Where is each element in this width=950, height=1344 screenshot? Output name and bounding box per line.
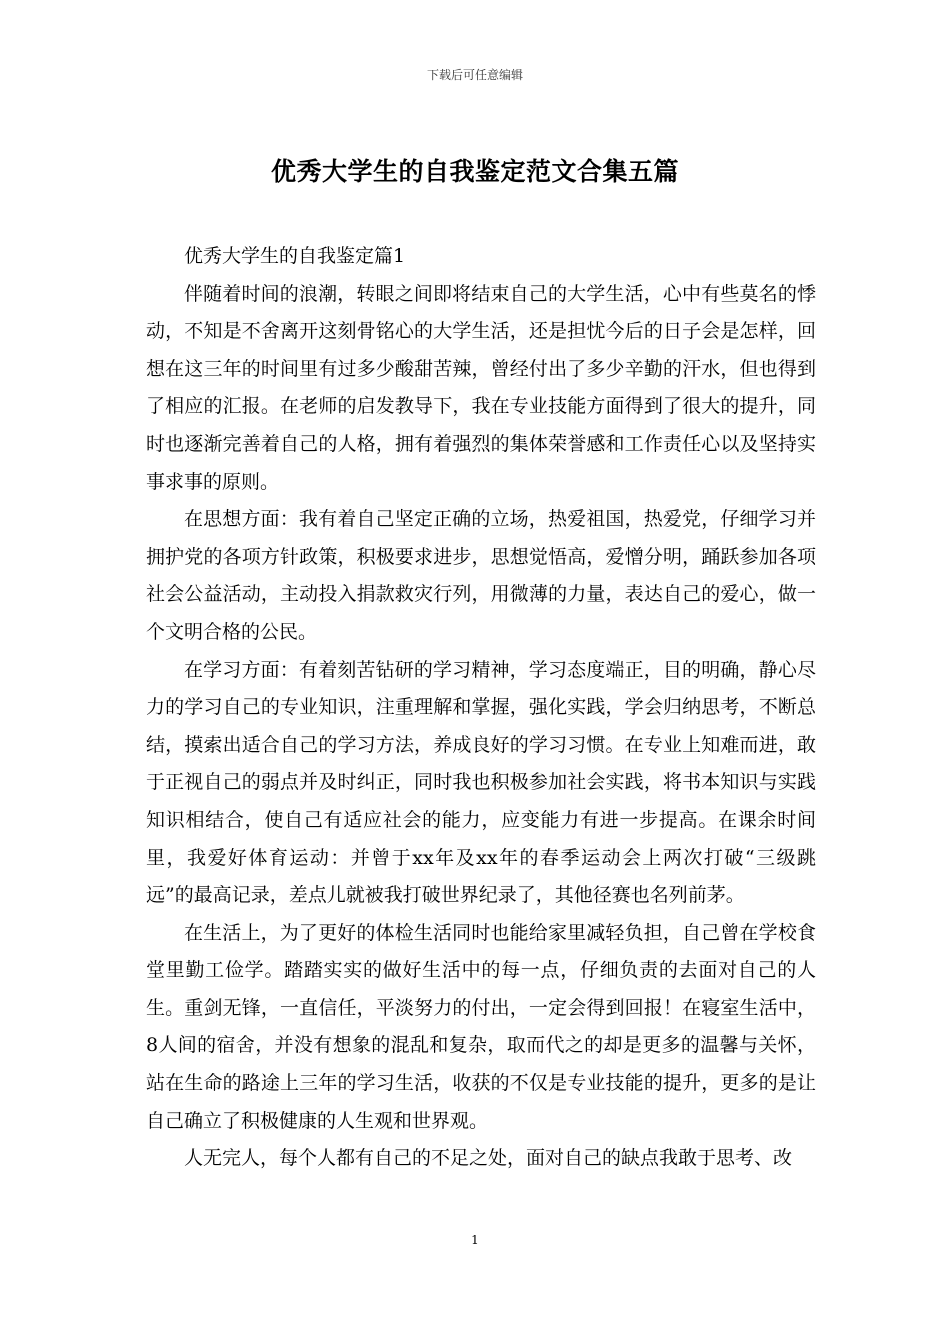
paragraph: 在思想方面：我有着自己坚定正确的立场，热爱祖国，热爱党，仔细学习并拥护党的各项方针政策，积极要求进步，思想觉悟高，爱憎分明，踊跃参加各项社会公益活动，主动投入捐款救灾行列，用微薄的力量，表达自己的爱心，做一个文明合格的公民。 (146, 508, 816, 643)
page-number: 1 (471, 1233, 479, 1247)
document-title: 优秀大学生的自我鉴定范文合集五篇 (270, 157, 679, 186)
document-body (146, 238, 816, 1178)
page-header-note: 下载后可任意编辑 (426, 68, 523, 82)
paragraph: 伴随着时间的浪潮，转眼之间即将结束自己的大学生活，心中有些莫名的悸动，不知是不舍离开这刻骨铭心的大学生活，还是担忧今后的日子会是怎样，回想在这三年的时间里有过多少酸甜苦辣，曾经付出了多少辛勤的汗水，但也得到了相应的汇报。在老师的启发教导下，我在专业技能方面得到了很大的提升，同时也逐渐完善着自己的人格，拥有着强烈的集体荣誉感和工作责任心以及坚持实事求事的原则。 (146, 282, 816, 493)
paragraph: 在生活上，为了更好的体检生活同时也能给家里减轻负担，自己曾在学校食堂里勤工俭学。踏踏实实的做好生活中的每一点，仔细负责的去面对自己的人生。重剑无锋，一直信任，平淡努力的付出，一定会得到回报！在寝室生活中，8人间的宿舍，并没有想象的混乱和复杂，取而代之的却是更多的温馨与关怀，站在生命的路途上三年的学习生活，收获的不仅是专业技能的提升，更多的是让自己确立了积极健康的人生观和世界观。 (146, 921, 816, 1132)
paragraph: 人无完人，每个人都有自己的不足之处，面对自己的缺点我敢于思考、改 (184, 1147, 793, 1170)
paragraph: 在学习方面：有着刻苦钻研的学习精神，学习态度端正，目的明确，静心尽力的学习自己的专业知识，注重理解和掌握，强化实践，学会归纳思考，不断总结，摸索出适合自己的学习方法，养成良好的学习习惯。在专业上知难而进，敢于正视自己的弱点并及时纠正，同时我也积极参加社会实践，将书本知识与实践知识相结合，使自己有适应社会的能力，应变能力有进一步提高。在课余时间里，我爱好体育运动：并曾于xx年及xx年的春季运动会上两次打破“三级跳远”的最高记录，差点儿就被我打破世界纪录了，其他径赛也名列前茅。 (146, 658, 816, 907)
section-heading: 优秀大学生的自我鉴定篇1 (184, 245, 406, 267)
